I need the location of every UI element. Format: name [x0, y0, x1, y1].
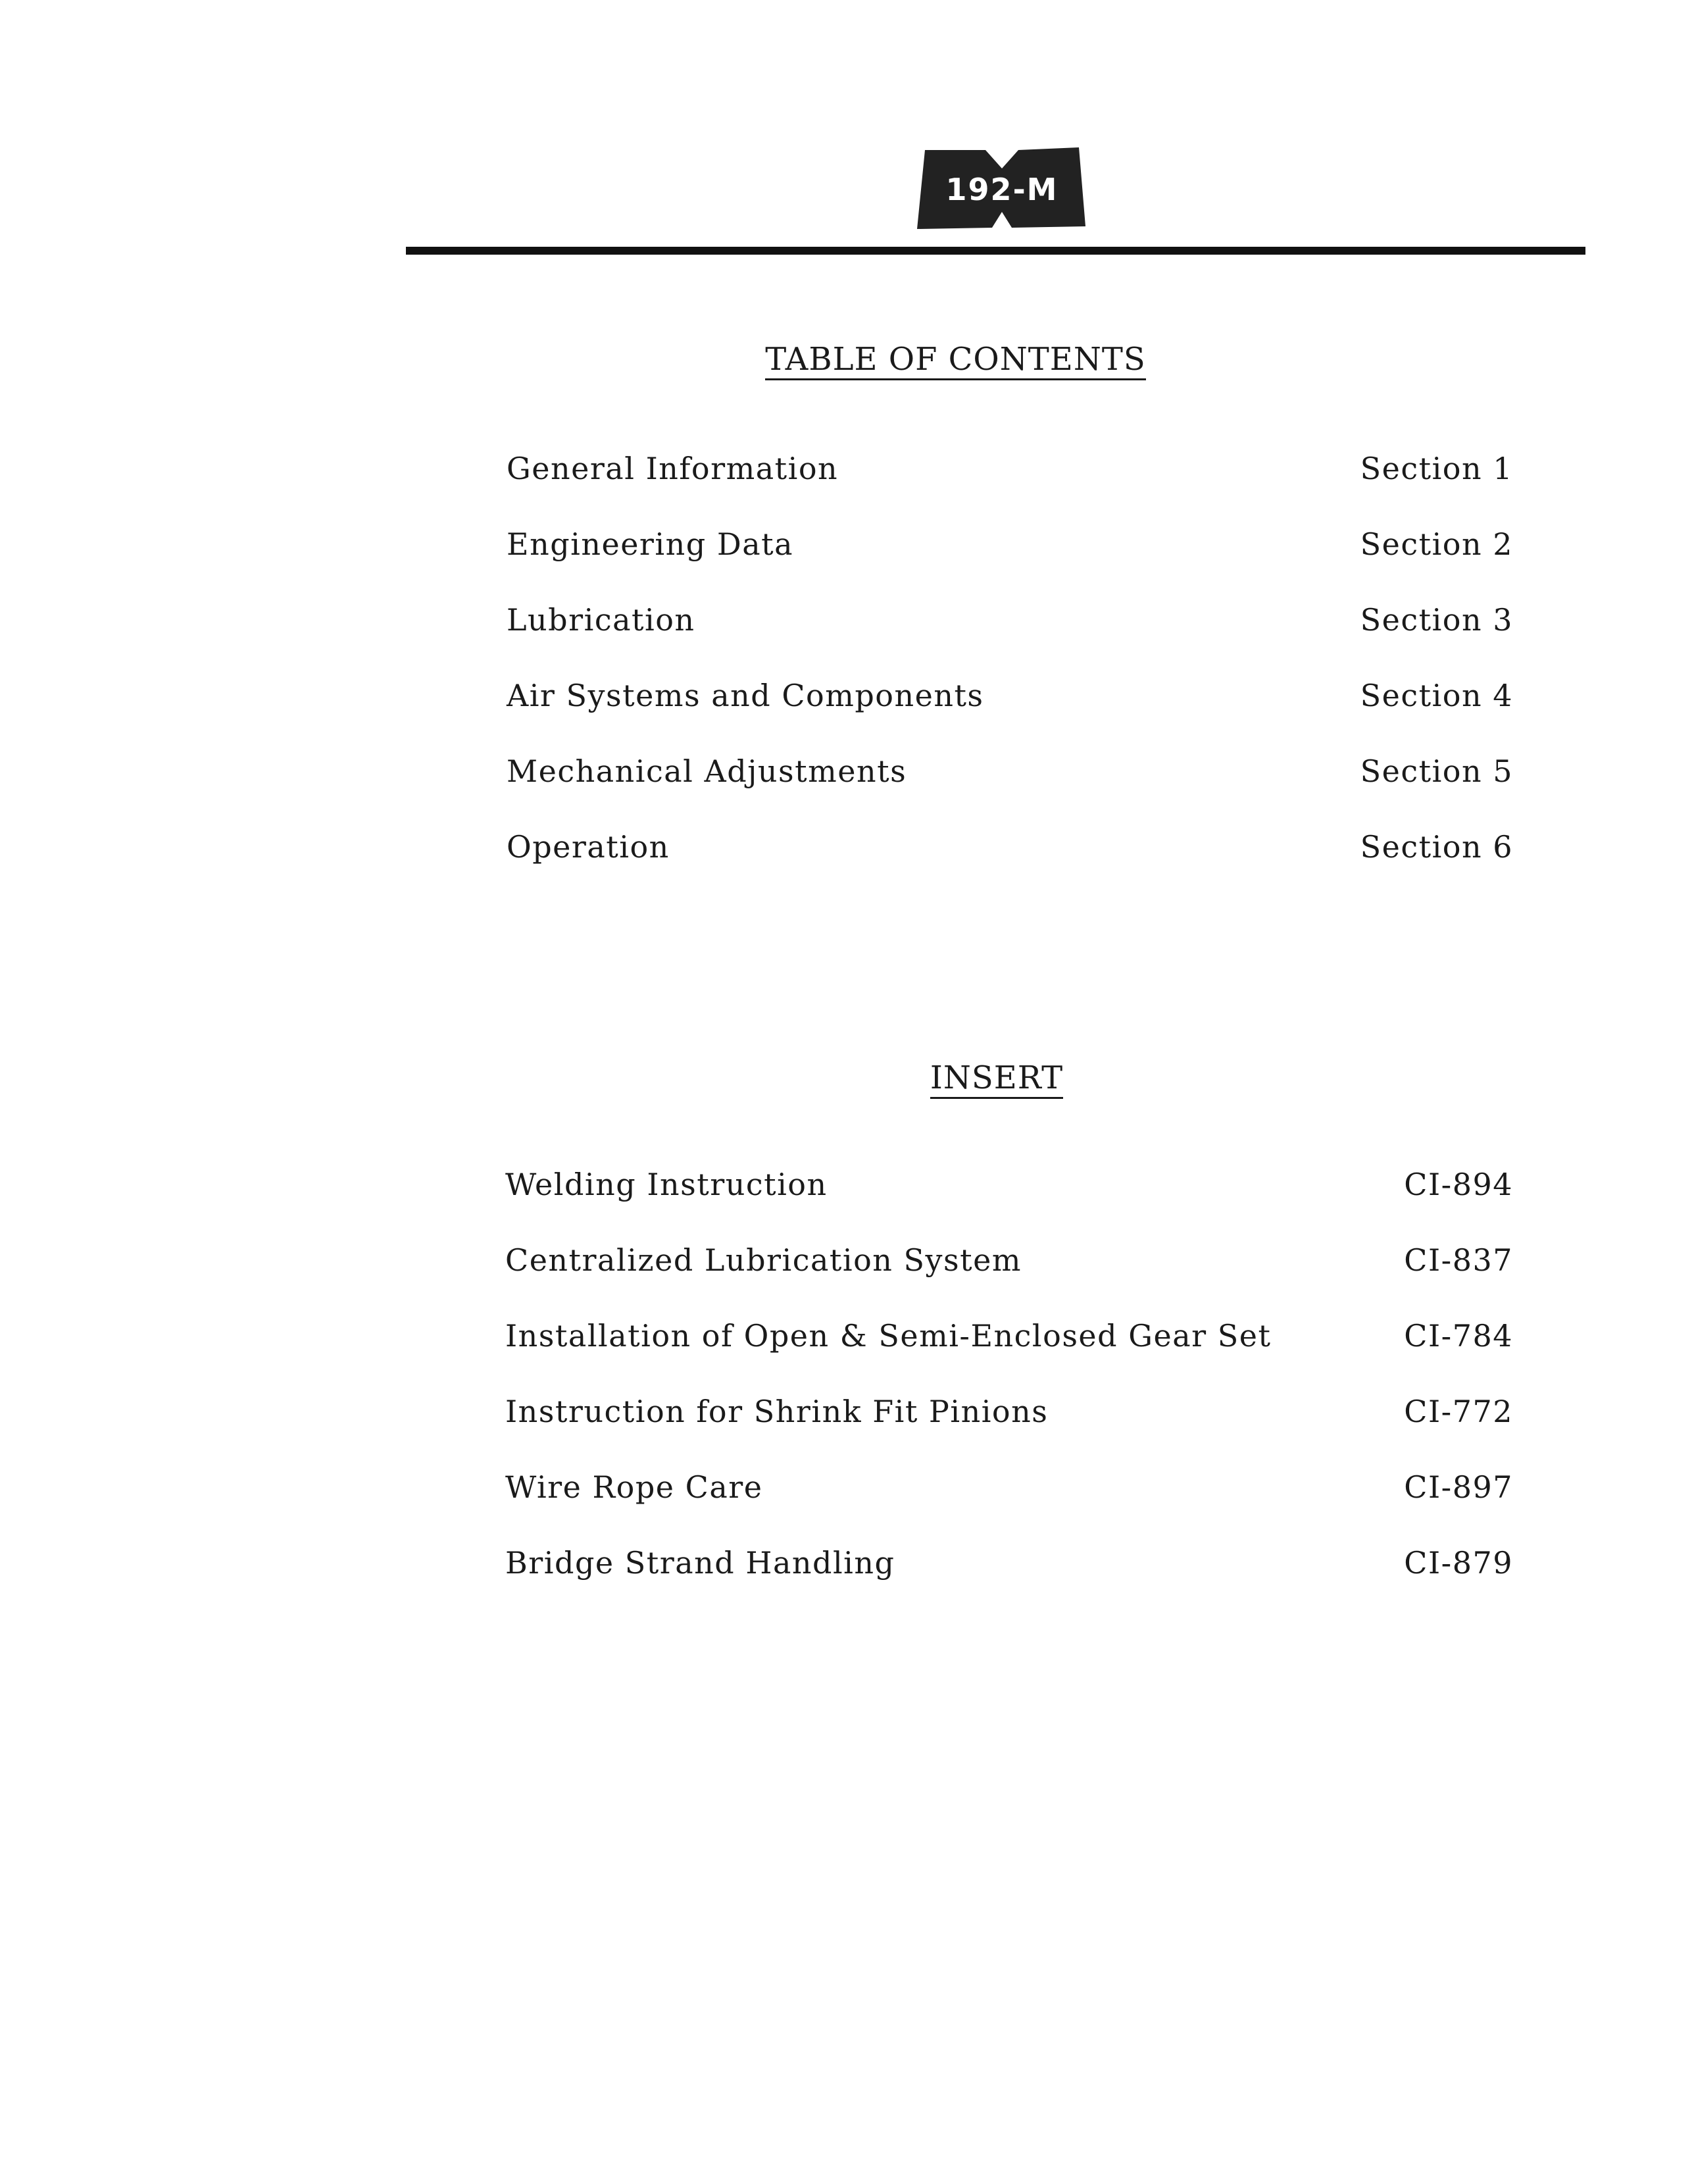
insert-item-label: Welding Instruction	[505, 1167, 828, 1202]
insert-item-code: CI-879	[1404, 1545, 1513, 1581]
toc-item-section: Section 6	[1360, 829, 1513, 865]
toc-row	[507, 829, 1513, 905]
insert-item-label: Installation of Open & Semi-Enclosed Gear Set	[505, 1318, 1272, 1354]
toc-row	[507, 678, 1513, 753]
insert-row	[505, 1469, 1513, 1545]
insert-item-label: Centralized Lubrication System	[505, 1242, 1022, 1278]
insert-item-code: CI-837	[1404, 1242, 1513, 1278]
toc-list	[507, 451, 1513, 905]
insert-row	[505, 1242, 1513, 1318]
insert-row	[505, 1167, 1513, 1242]
insert-item-code: CI-897	[1404, 1469, 1513, 1505]
toc-item-label: Operation	[507, 829, 670, 865]
toc-item-label: Engineering Data	[507, 526, 794, 562]
toc-item-section: Section 1	[1360, 451, 1513, 486]
insert-row	[505, 1318, 1513, 1394]
insert-item-label: Instruction for Shrink Fit Pinions	[505, 1394, 1049, 1429]
insert-item-label: Wire Rope Care	[505, 1469, 763, 1505]
logo-text: 192-M	[945, 172, 1059, 207]
toc-item-section: Section 2	[1360, 526, 1513, 562]
toc-item-label: Lubrication	[507, 602, 695, 638]
insert-row	[505, 1545, 1513, 1621]
toc-item-section: Section 3	[1360, 602, 1513, 638]
toc-item-label: Air Systems and Components	[507, 678, 984, 713]
insert-title: INSERT	[930, 1061, 1063, 1099]
insert-item-code: CI-894	[1404, 1167, 1513, 1202]
insert-item-code: CI-784	[1404, 1318, 1513, 1354]
toc-item-section: Section 4	[1360, 678, 1513, 713]
toc-item-section: Section 5	[1360, 753, 1513, 789]
header-rule	[406, 247, 1585, 255]
toc-title: TABLE OF CONTENTS	[765, 342, 1145, 380]
toc-heading	[0, 341, 1694, 380]
toc-row	[507, 526, 1513, 602]
toc-item-label: General Information	[507, 451, 839, 486]
insert-item-label: Bridge Strand Handling	[505, 1545, 895, 1581]
insert-list	[505, 1167, 1513, 1621]
toc-row	[507, 602, 1513, 678]
insert-row	[505, 1394, 1513, 1469]
toc-row	[507, 753, 1513, 829]
toc-row	[507, 451, 1513, 526]
insert-item-code: CI-772	[1404, 1394, 1513, 1429]
company-logo	[913, 146, 1091, 230]
insert-heading	[0, 1059, 1694, 1099]
toc-item-label: Mechanical Adjustments	[507, 753, 907, 789]
